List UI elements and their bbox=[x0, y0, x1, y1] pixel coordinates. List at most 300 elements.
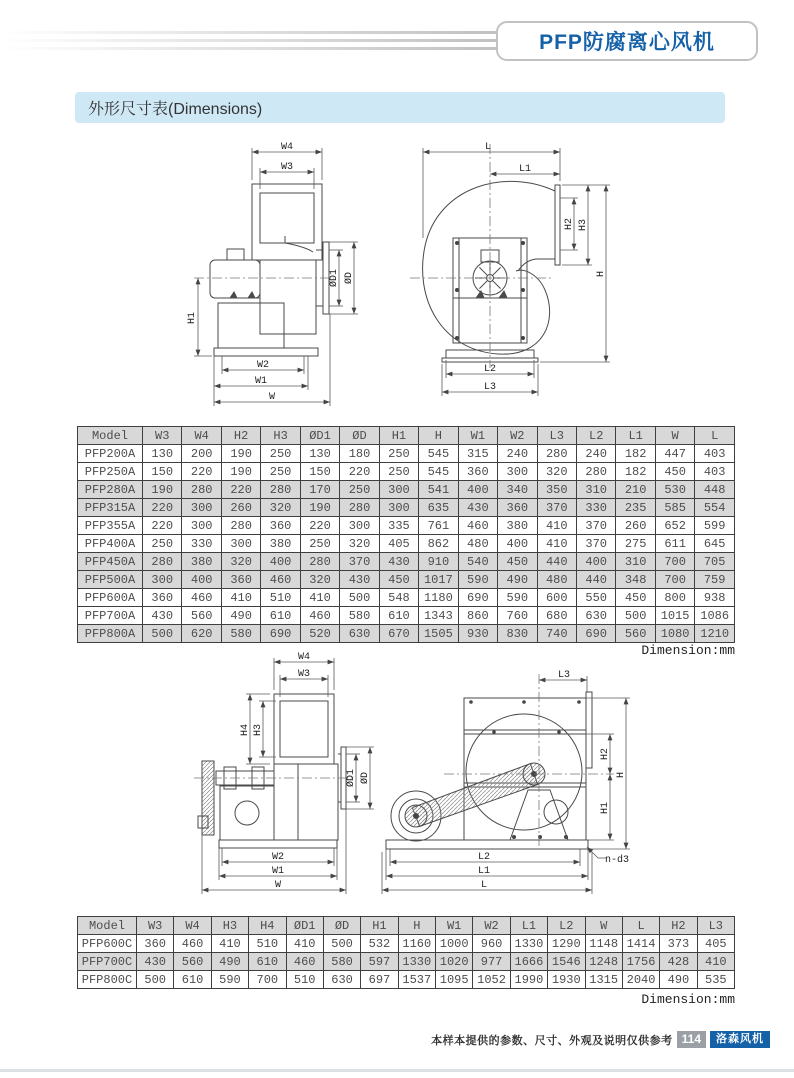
table-cell: 150 bbox=[300, 463, 339, 481]
table-cell: 300 bbox=[143, 571, 182, 589]
table-cell: 280 bbox=[576, 463, 615, 481]
table-cell: 360 bbox=[137, 935, 174, 953]
table-cell: 380 bbox=[261, 535, 300, 553]
table-cell: 428 bbox=[660, 953, 697, 971]
dim-label-l1: L1 bbox=[477, 866, 491, 877]
table-cell: 410 bbox=[221, 589, 260, 607]
table-cell: 670 bbox=[379, 625, 418, 643]
table-cell: 220 bbox=[300, 517, 339, 535]
table-cell: 759 bbox=[695, 571, 735, 589]
table-cell: 130 bbox=[143, 445, 182, 463]
section-title: 外形尺寸表(Dimensions) bbox=[88, 101, 263, 118]
table-cell: 1095 bbox=[436, 971, 473, 989]
column-header: H1 bbox=[379, 427, 418, 445]
table-cell: 490 bbox=[221, 607, 260, 625]
table-cell: 410 bbox=[697, 953, 734, 971]
page-title bbox=[496, 21, 758, 61]
table-cell: PFP200A bbox=[78, 445, 143, 463]
table-cell: 450 bbox=[655, 463, 694, 481]
table-cell: 1080 bbox=[655, 625, 694, 643]
table-cell: 250 bbox=[143, 535, 182, 553]
table-cell: 400 bbox=[261, 553, 300, 571]
table-cell: 360 bbox=[498, 499, 537, 517]
table-cell: 500 bbox=[137, 971, 174, 989]
table-cell: 532 bbox=[361, 935, 398, 953]
table-cell: 590 bbox=[458, 571, 497, 589]
dim-label-w3: W3 bbox=[297, 669, 311, 680]
column-header: H4 bbox=[249, 917, 286, 935]
dim-label-l: L bbox=[480, 880, 488, 891]
table-cell: 310 bbox=[616, 553, 655, 571]
table-cell: 652 bbox=[655, 517, 694, 535]
column-header: H3 bbox=[211, 917, 248, 935]
table-cell: 280 bbox=[143, 553, 182, 571]
table-cell: 330 bbox=[182, 535, 221, 553]
table-cell: 220 bbox=[221, 481, 260, 499]
table-cell: 2040 bbox=[622, 971, 659, 989]
table-row bbox=[78, 971, 735, 989]
table-cell: 300 bbox=[182, 517, 221, 535]
table-cell: 597 bbox=[361, 953, 398, 971]
table-cell: 697 bbox=[361, 971, 398, 989]
table-cell: PFP800A bbox=[78, 625, 143, 643]
dim-label-h3: H3 bbox=[578, 218, 589, 232]
table-cell: 370 bbox=[340, 553, 379, 571]
table-cell: 580 bbox=[323, 953, 360, 971]
column-header: H2 bbox=[221, 427, 260, 445]
table-cell: 500 bbox=[143, 625, 182, 643]
table-cell: 1020 bbox=[436, 953, 473, 971]
drawing-a-type-side-view bbox=[182, 138, 397, 423]
table-cell: 580 bbox=[221, 625, 260, 643]
table-cell: 490 bbox=[498, 571, 537, 589]
dimension-unit-note: Dimension:mm bbox=[641, 992, 735, 1007]
table-cell: 645 bbox=[695, 535, 735, 553]
table-cell: 360 bbox=[261, 517, 300, 535]
dim-label-h2: H2 bbox=[564, 217, 575, 231]
table-cell: 760 bbox=[498, 607, 537, 625]
table-cell: 348 bbox=[616, 571, 655, 589]
table-cell: 700 bbox=[655, 571, 694, 589]
column-header: L bbox=[695, 427, 735, 445]
table-cell: 190 bbox=[143, 481, 182, 499]
table-cell: 300 bbox=[340, 517, 379, 535]
table-cell: 610 bbox=[379, 607, 418, 625]
table-cell: 330 bbox=[576, 499, 615, 517]
table-cell: 280 bbox=[537, 445, 576, 463]
dim-label-w4: W4 bbox=[297, 652, 311, 663]
table-row bbox=[78, 589, 735, 607]
table-cell: 280 bbox=[261, 481, 300, 499]
table-cell: 705 bbox=[695, 553, 735, 571]
table-cell: 480 bbox=[537, 571, 576, 589]
table-cell: 500 bbox=[616, 607, 655, 625]
table-cell: 320 bbox=[340, 535, 379, 553]
header-rule-line bbox=[0, 31, 510, 34]
table-cell: 300 bbox=[221, 535, 260, 553]
table-cell: PFP400A bbox=[78, 535, 143, 553]
column-header: L2 bbox=[576, 427, 615, 445]
table-cell: 520 bbox=[300, 625, 339, 643]
table-cell: 400 bbox=[576, 553, 615, 571]
table-cell: 630 bbox=[576, 607, 615, 625]
table-cell: 460 bbox=[458, 517, 497, 535]
table-cell: 1000 bbox=[436, 935, 473, 953]
table-cell: 430 bbox=[340, 571, 379, 589]
table-cell: 410 bbox=[537, 517, 576, 535]
table-cell: 535 bbox=[697, 971, 734, 989]
table-cell: 541 bbox=[419, 481, 458, 499]
dim-label-w3: W3 bbox=[280, 162, 294, 173]
table-cell: 1160 bbox=[398, 935, 435, 953]
table-cell: 635 bbox=[419, 499, 458, 517]
table-row bbox=[78, 935, 735, 953]
table-cell: 460 bbox=[174, 935, 211, 953]
table-cell: 320 bbox=[261, 499, 300, 517]
dim-label-h1: H1 bbox=[187, 311, 198, 325]
column-header: H bbox=[419, 427, 458, 445]
table-cell: 1756 bbox=[622, 953, 659, 971]
table-cell: 430 bbox=[137, 953, 174, 971]
table-cell: 680 bbox=[537, 607, 576, 625]
table-row bbox=[78, 445, 735, 463]
table-cell: 250 bbox=[340, 481, 379, 499]
table-cell: 280 bbox=[340, 499, 379, 517]
table-cell: 460 bbox=[261, 571, 300, 589]
column-header: W bbox=[655, 427, 694, 445]
table-cell: 1015 bbox=[655, 607, 694, 625]
table-cell: 490 bbox=[211, 953, 248, 971]
table-cell: 450 bbox=[379, 571, 418, 589]
dim-label-od: ØD bbox=[360, 771, 371, 785]
table-cell: 430 bbox=[458, 499, 497, 517]
table-cell: 130 bbox=[300, 445, 339, 463]
table-cell: 380 bbox=[182, 553, 221, 571]
table-cell: 250 bbox=[379, 463, 418, 481]
table-cell: 610 bbox=[249, 953, 286, 971]
column-header: L3 bbox=[537, 427, 576, 445]
dim-label-w1: W1 bbox=[271, 866, 285, 877]
table-cell: 380 bbox=[498, 517, 537, 535]
table-cell: 510 bbox=[286, 971, 323, 989]
table-cell: 545 bbox=[419, 445, 458, 463]
column-header: W1 bbox=[436, 917, 473, 935]
dimensions-table-a bbox=[77, 426, 735, 643]
table-cell: 1180 bbox=[419, 589, 458, 607]
table-cell: 300 bbox=[379, 499, 418, 517]
table-cell: 240 bbox=[576, 445, 615, 463]
table-cell: 280 bbox=[182, 481, 221, 499]
table-cell: 554 bbox=[695, 499, 735, 517]
table-cell: 530 bbox=[655, 481, 694, 499]
table-cell: 1537 bbox=[398, 971, 435, 989]
table-row bbox=[78, 481, 735, 499]
table-cell: 560 bbox=[182, 607, 221, 625]
table-cell: 250 bbox=[379, 445, 418, 463]
table-cell: 580 bbox=[340, 607, 379, 625]
table-cell: 405 bbox=[697, 935, 734, 953]
table-cell: 860 bbox=[458, 607, 497, 625]
table-cell: 335 bbox=[379, 517, 418, 535]
table-cell: 1148 bbox=[585, 935, 622, 953]
dim-label-od1: ØD1 bbox=[329, 268, 340, 288]
table-cell: 800 bbox=[655, 589, 694, 607]
table-cell: 280 bbox=[221, 517, 260, 535]
table-cell: 500 bbox=[340, 589, 379, 607]
dim-label-w: W bbox=[268, 392, 276, 403]
column-header: W3 bbox=[137, 917, 174, 935]
table-cell: 1315 bbox=[585, 971, 622, 989]
table-cell: 310 bbox=[576, 481, 615, 499]
table-cell: 250 bbox=[261, 445, 300, 463]
table-header-row bbox=[78, 917, 735, 935]
table-cell: 460 bbox=[300, 607, 339, 625]
table-cell: 585 bbox=[655, 499, 694, 517]
dim-label-h3: H3 bbox=[253, 723, 264, 737]
table-cell: 320 bbox=[221, 553, 260, 571]
column-header: H bbox=[398, 917, 435, 935]
brand-badge: 洛森风机 bbox=[710, 1031, 770, 1048]
column-header: L3 bbox=[697, 917, 734, 935]
table-cell: 740 bbox=[537, 625, 576, 643]
table-cell: 510 bbox=[249, 935, 286, 953]
column-header: H2 bbox=[660, 917, 697, 935]
table-cell: 550 bbox=[576, 589, 615, 607]
table-cell: 300 bbox=[182, 499, 221, 517]
table-cell: 220 bbox=[143, 517, 182, 535]
table-cell: 400 bbox=[182, 571, 221, 589]
table-row bbox=[78, 499, 735, 517]
table-cell: PFP280A bbox=[78, 481, 143, 499]
table-cell: 590 bbox=[211, 971, 248, 989]
column-header: Model bbox=[78, 917, 137, 935]
table-cell: PFP500A bbox=[78, 571, 143, 589]
table-row bbox=[78, 625, 735, 643]
section-title-bar bbox=[75, 92, 725, 123]
table-cell: 410 bbox=[286, 935, 323, 953]
table-cell: PFP600A bbox=[78, 589, 143, 607]
table-cell: 405 bbox=[379, 535, 418, 553]
table-cell: 545 bbox=[419, 463, 458, 481]
table-cell: 1990 bbox=[510, 971, 547, 989]
bottom-divider bbox=[0, 1069, 794, 1072]
table-cell: 1210 bbox=[695, 625, 735, 643]
table-cell: 220 bbox=[182, 463, 221, 481]
header-rule-line bbox=[0, 39, 510, 42]
column-header: ØD1 bbox=[300, 427, 339, 445]
dim-label-od1: ØD1 bbox=[346, 768, 357, 788]
drawing-a-type-front-view bbox=[396, 138, 626, 423]
dim-label-l: L bbox=[484, 142, 492, 153]
table-cell: 280 bbox=[300, 553, 339, 571]
table-cell: 600 bbox=[537, 589, 576, 607]
page-title-text: PFP防腐离心风机 bbox=[539, 31, 715, 54]
table-cell: 1343 bbox=[419, 607, 458, 625]
table-cell: 260 bbox=[221, 499, 260, 517]
table-cell: 1017 bbox=[419, 571, 458, 589]
drawing-c-type-belt-drive-view bbox=[374, 650, 639, 905]
table-cell: 400 bbox=[498, 535, 537, 553]
table-cell: 490 bbox=[660, 971, 697, 989]
table-cell: 1086 bbox=[695, 607, 735, 625]
table-cell: 250 bbox=[300, 535, 339, 553]
column-header: W4 bbox=[174, 917, 211, 935]
table-cell: 260 bbox=[616, 517, 655, 535]
table-cell: 235 bbox=[616, 499, 655, 517]
table-row bbox=[78, 553, 735, 571]
dim-label-h: H bbox=[596, 270, 607, 278]
column-header: L1 bbox=[510, 917, 547, 935]
dim-label-od: ØD bbox=[344, 271, 355, 285]
table-cell: 180 bbox=[340, 445, 379, 463]
table-header-row bbox=[78, 427, 735, 445]
table-cell: PFP450A bbox=[78, 553, 143, 571]
table-cell: 210 bbox=[616, 481, 655, 499]
table-row bbox=[78, 463, 735, 481]
dim-label-h1: H1 bbox=[600, 801, 611, 815]
table-cell: 410 bbox=[300, 589, 339, 607]
table-cell: 630 bbox=[340, 625, 379, 643]
table-cell: 548 bbox=[379, 589, 418, 607]
table-cell: 690 bbox=[261, 625, 300, 643]
dim-label-h2: H2 bbox=[600, 747, 611, 761]
table-cell: 200 bbox=[182, 445, 221, 463]
table-cell: 447 bbox=[655, 445, 694, 463]
dimension-unit-note: Dimension:mm bbox=[641, 643, 735, 658]
column-header: ØD bbox=[340, 427, 379, 445]
table-cell: 275 bbox=[616, 535, 655, 553]
table-cell: 450 bbox=[498, 553, 537, 571]
table-cell: 320 bbox=[537, 463, 576, 481]
table-cell: 150 bbox=[143, 463, 182, 481]
table-cell: 410 bbox=[537, 535, 576, 553]
table-cell: 170 bbox=[300, 481, 339, 499]
table-cell: 190 bbox=[221, 445, 260, 463]
table-row bbox=[78, 535, 735, 553]
table-cell: PFP315A bbox=[78, 499, 143, 517]
column-header: W2 bbox=[473, 917, 510, 935]
table-cell: 440 bbox=[537, 553, 576, 571]
dim-label-w1: W1 bbox=[254, 376, 268, 387]
dimensions-table-c bbox=[77, 916, 735, 989]
footer-disclaimer: 本样本提供的参数、尺寸、外观及说明仅供参考 bbox=[431, 1034, 673, 1047]
table-cell: 1930 bbox=[548, 971, 585, 989]
table-cell: 930 bbox=[458, 625, 497, 643]
table-cell: 373 bbox=[660, 935, 697, 953]
table-cell: 620 bbox=[182, 625, 221, 643]
table-cell: 560 bbox=[174, 953, 211, 971]
table-cell: 1505 bbox=[419, 625, 458, 643]
column-header: L1 bbox=[616, 427, 655, 445]
table-cell: 700 bbox=[655, 553, 694, 571]
dim-label-w: W bbox=[274, 880, 282, 891]
table-cell: 960 bbox=[473, 935, 510, 953]
column-header: W2 bbox=[498, 427, 537, 445]
table-cell: 300 bbox=[498, 463, 537, 481]
table-cell: 1052 bbox=[473, 971, 510, 989]
table-cell: 448 bbox=[695, 481, 735, 499]
table-cell: 403 bbox=[695, 463, 735, 481]
column-header: L2 bbox=[548, 917, 585, 935]
table-cell: PFP250A bbox=[78, 463, 143, 481]
dim-label-w2: W2 bbox=[271, 852, 285, 863]
table-cell: 450 bbox=[616, 589, 655, 607]
dim-label-l3: L3 bbox=[557, 670, 571, 681]
table-cell: 400 bbox=[458, 481, 497, 499]
table-cell: 690 bbox=[458, 589, 497, 607]
table-cell: 220 bbox=[340, 463, 379, 481]
table-cell: PFP355A bbox=[78, 517, 143, 535]
table-cell: 370 bbox=[576, 517, 615, 535]
column-header: W3 bbox=[143, 427, 182, 445]
column-header: H1 bbox=[361, 917, 398, 935]
table-cell: 690 bbox=[576, 625, 615, 643]
table-cell: 430 bbox=[379, 553, 418, 571]
dim-label-w2: W2 bbox=[256, 360, 270, 371]
table-cell: 360 bbox=[458, 463, 497, 481]
column-header: H3 bbox=[261, 427, 300, 445]
table-cell: 320 bbox=[300, 571, 339, 589]
table-cell: 761 bbox=[419, 517, 458, 535]
table-cell: 630 bbox=[323, 971, 360, 989]
table-cell: 938 bbox=[695, 589, 735, 607]
table-row bbox=[78, 571, 735, 589]
table-cell: 480 bbox=[458, 535, 497, 553]
table-cell: 370 bbox=[537, 499, 576, 517]
table-cell: 862 bbox=[419, 535, 458, 553]
table-cell: 360 bbox=[221, 571, 260, 589]
column-header: ØD bbox=[323, 917, 360, 935]
page-footer bbox=[431, 1031, 770, 1048]
column-header: W1 bbox=[458, 427, 497, 445]
drawing-c-type-side-view bbox=[186, 650, 401, 900]
table-cell: 240 bbox=[498, 445, 537, 463]
header-rule-line bbox=[0, 47, 510, 50]
table-cell: PFP700C bbox=[78, 953, 137, 971]
column-header: W4 bbox=[182, 427, 221, 445]
table-cell: 560 bbox=[616, 625, 655, 643]
dim-label-l2: L2 bbox=[483, 364, 497, 375]
table-cell: 315 bbox=[458, 445, 497, 463]
table-cell: 611 bbox=[655, 535, 694, 553]
table-cell: 510 bbox=[261, 589, 300, 607]
table-cell: 1330 bbox=[398, 953, 435, 971]
table-row bbox=[78, 517, 735, 535]
table-cell: 460 bbox=[286, 953, 323, 971]
table-cell: 190 bbox=[300, 499, 339, 517]
column-header: L bbox=[622, 917, 659, 935]
table-cell: 360 bbox=[143, 589, 182, 607]
dim-label-l3: L3 bbox=[483, 382, 497, 393]
table-cell: 430 bbox=[143, 607, 182, 625]
table-cell: 300 bbox=[379, 481, 418, 499]
table-cell: 1414 bbox=[622, 935, 659, 953]
table-cell: PFP600C bbox=[78, 935, 137, 953]
page-number-badge: 114 bbox=[677, 1031, 706, 1048]
table-cell: 590 bbox=[498, 589, 537, 607]
table-cell: 910 bbox=[419, 553, 458, 571]
table-cell: 182 bbox=[616, 445, 655, 463]
table-cell: 370 bbox=[576, 535, 615, 553]
dim-label-h4: H4 bbox=[240, 723, 251, 737]
table-cell: 1248 bbox=[585, 953, 622, 971]
table-cell: 500 bbox=[323, 935, 360, 953]
table-cell: 1546 bbox=[548, 953, 585, 971]
table-cell: 830 bbox=[498, 625, 537, 643]
table-cell: 440 bbox=[576, 571, 615, 589]
dim-label-l2: L2 bbox=[477, 852, 491, 863]
table-cell: 977 bbox=[473, 953, 510, 971]
